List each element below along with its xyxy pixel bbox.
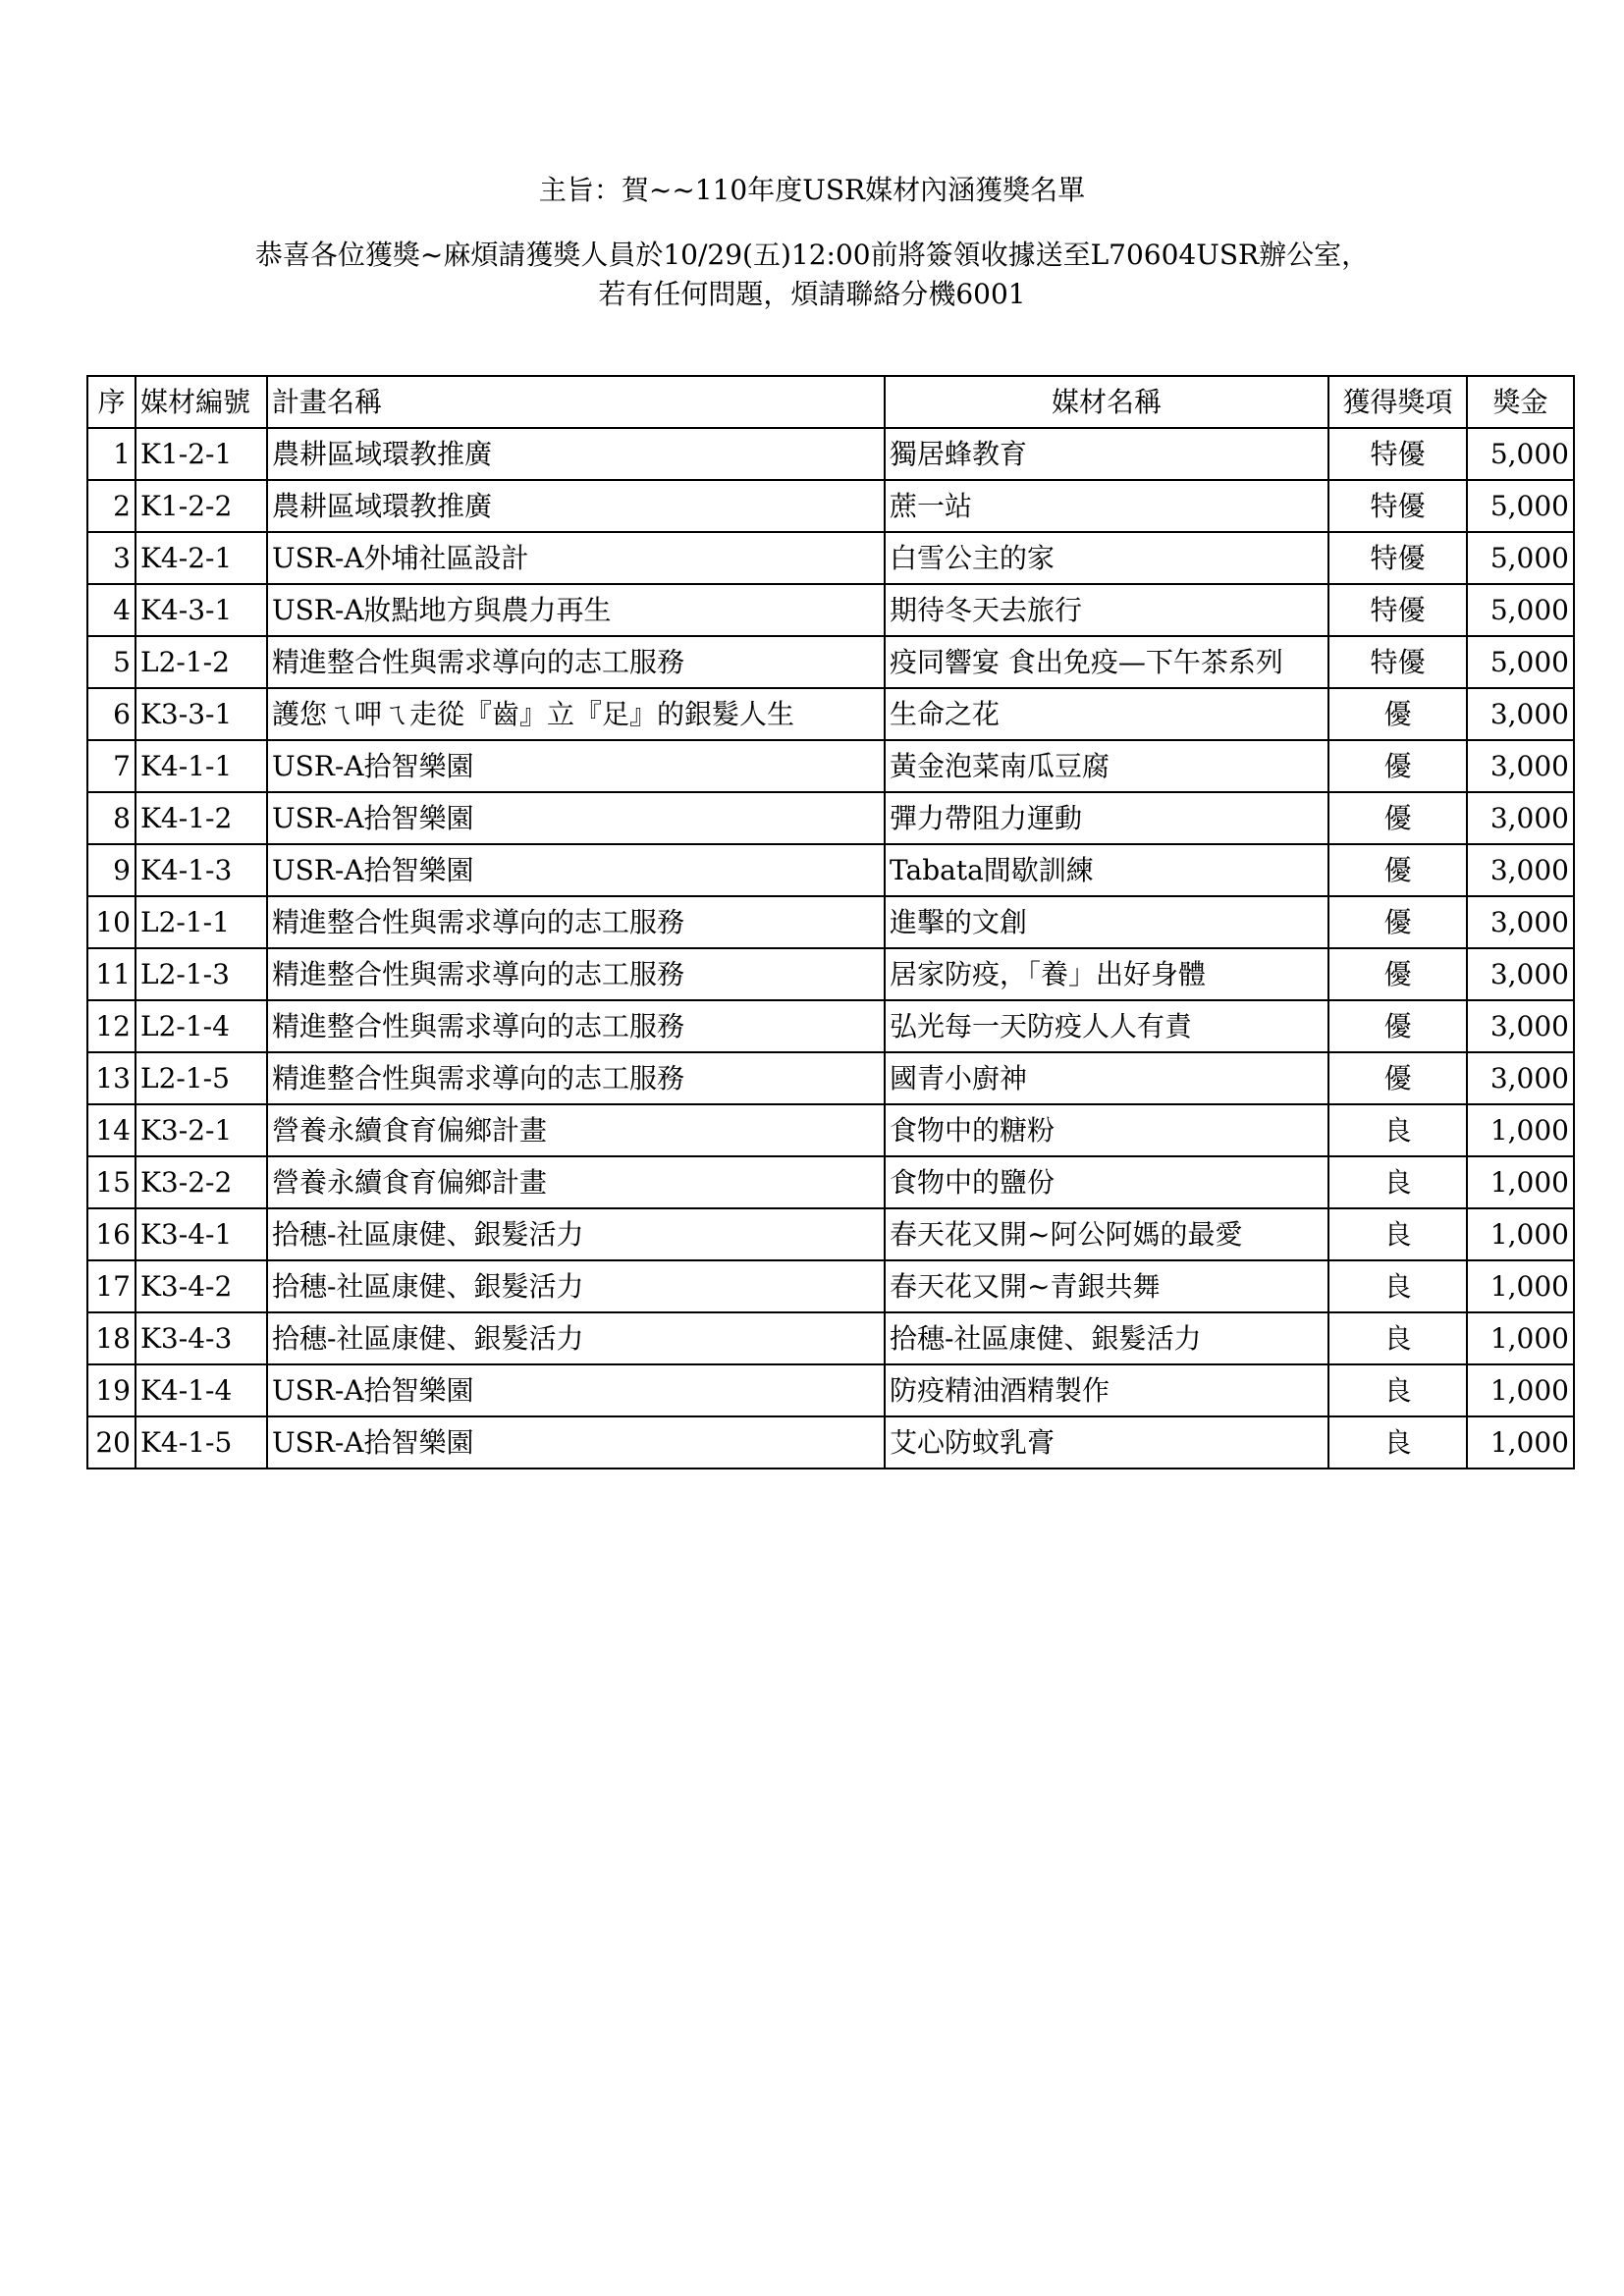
cell-plan: USR-A妝點地方與農力再生 bbox=[267, 584, 885, 636]
cell-plan: USR-A拾智樂園 bbox=[267, 1364, 885, 1416]
cell-money: 3,000 bbox=[1467, 688, 1574, 740]
table-row bbox=[87, 1000, 1574, 1052]
cell-seq: 15 bbox=[87, 1156, 135, 1208]
cell-seq: 13 bbox=[87, 1052, 135, 1104]
cell-plan: 精進整合性與需求導向的志工服務 bbox=[267, 948, 885, 1000]
cell-seq: 20 bbox=[87, 1416, 135, 1468]
cell-prize: 良 bbox=[1328, 1416, 1467, 1468]
cell-code: K4-3-1 bbox=[135, 584, 267, 636]
cell-code: K3-4-2 bbox=[135, 1260, 267, 1312]
table-row bbox=[87, 1156, 1574, 1208]
cell-money: 1,000 bbox=[1467, 1416, 1574, 1468]
cell-prize: 特優 bbox=[1328, 636, 1467, 688]
cell-money: 5,000 bbox=[1467, 584, 1574, 636]
table-row bbox=[87, 1052, 1574, 1104]
cell-plan: 農耕區域環教推廣 bbox=[267, 480, 885, 532]
header-media: 媒材名稱 bbox=[885, 376, 1328, 428]
table-row bbox=[87, 948, 1574, 1000]
cell-seq: 3 bbox=[87, 532, 135, 584]
cell-seq: 12 bbox=[87, 1000, 135, 1052]
cell-seq: 2 bbox=[87, 480, 135, 532]
cell-media: 居家防疫，「養」出好身體 bbox=[885, 948, 1328, 1000]
cell-code: L2-1-1 bbox=[135, 896, 267, 948]
cell-code: L2-1-3 bbox=[135, 948, 267, 1000]
cell-media: 期待冬天去旅行 bbox=[885, 584, 1328, 636]
cell-plan: USR-A外埔社區設計 bbox=[267, 532, 885, 584]
cell-seq: 1 bbox=[87, 428, 135, 480]
cell-media: 黃金泡菜南瓜豆腐 bbox=[885, 740, 1328, 792]
cell-money: 3,000 bbox=[1467, 1000, 1574, 1052]
table-row bbox=[87, 844, 1574, 896]
cell-plan: USR-A拾智樂園 bbox=[267, 740, 885, 792]
table-row bbox=[87, 740, 1574, 792]
cell-code: K4-2-1 bbox=[135, 532, 267, 584]
table-row bbox=[87, 1416, 1574, 1468]
cell-seq: 17 bbox=[87, 1260, 135, 1312]
cell-plan: 精進整合性與需求導向的志工服務 bbox=[267, 896, 885, 948]
header-money: 獎金 bbox=[1467, 376, 1574, 428]
cell-prize: 優 bbox=[1328, 1052, 1467, 1104]
cell-media: 獨居蜂教育 bbox=[885, 428, 1328, 480]
cell-prize: 優 bbox=[1328, 844, 1467, 896]
cell-prize: 優 bbox=[1328, 688, 1467, 740]
cell-prize: 優 bbox=[1328, 740, 1467, 792]
header-seq: 序 bbox=[87, 376, 135, 428]
notice-text bbox=[0, 236, 1624, 314]
cell-plan: 精進整合性與需求導向的志工服務 bbox=[267, 1000, 885, 1052]
cell-money: 3,000 bbox=[1467, 844, 1574, 896]
cell-plan: 精進整合性與需求導向的志工服務 bbox=[267, 1052, 885, 1104]
cell-money: 5,000 bbox=[1467, 532, 1574, 584]
cell-money: 5,000 bbox=[1467, 428, 1574, 480]
cell-seq: 14 bbox=[87, 1104, 135, 1156]
cell-plan: 營養永續食育偏鄉計畫 bbox=[267, 1156, 885, 1208]
cell-media: 生命之花 bbox=[885, 688, 1328, 740]
cell-code: K3-4-1 bbox=[135, 1208, 267, 1260]
header-plan: 計畫名稱 bbox=[267, 376, 885, 428]
cell-code: K4-1-4 bbox=[135, 1364, 267, 1416]
cell-plan: USR-A拾智樂園 bbox=[267, 844, 885, 896]
cell-prize: 良 bbox=[1328, 1312, 1467, 1364]
cell-code: K3-4-3 bbox=[135, 1312, 267, 1364]
cell-code: K4-1-5 bbox=[135, 1416, 267, 1468]
cell-media: 國青小廚神 bbox=[885, 1052, 1328, 1104]
table-row bbox=[87, 1104, 1574, 1156]
cell-prize: 優 bbox=[1328, 948, 1467, 1000]
cell-seq: 7 bbox=[87, 740, 135, 792]
cell-plan: 拾穗-社區康健、銀髮活力 bbox=[267, 1260, 885, 1312]
cell-prize: 優 bbox=[1328, 1000, 1467, 1052]
table-row bbox=[87, 532, 1574, 584]
cell-seq: 9 bbox=[87, 844, 135, 896]
cell-seq: 19 bbox=[87, 1364, 135, 1416]
cell-seq: 8 bbox=[87, 792, 135, 844]
table-row bbox=[87, 1260, 1574, 1312]
cell-seq: 4 bbox=[87, 584, 135, 636]
table-row bbox=[87, 584, 1574, 636]
cell-code: L2-1-2 bbox=[135, 636, 267, 688]
cell-media: 拾穗-社區康健、銀髮活力 bbox=[885, 1312, 1328, 1364]
table-row bbox=[87, 480, 1574, 532]
cell-media: 春天花又開~阿公阿媽的最愛 bbox=[885, 1208, 1328, 1260]
cell-media: 彈力帶阻力運動 bbox=[885, 792, 1328, 844]
cell-plan: 農耕區域環教推廣 bbox=[267, 428, 885, 480]
cell-plan: 護您ㄟ呷ㄟ走從『齒』立『足』的銀髮人生 bbox=[267, 688, 885, 740]
cell-money: 1,000 bbox=[1467, 1208, 1574, 1260]
cell-media: 蔗一站 bbox=[885, 480, 1328, 532]
cell-seq: 5 bbox=[87, 636, 135, 688]
cell-money: 1,000 bbox=[1467, 1156, 1574, 1208]
cell-plan: USR-A拾智樂園 bbox=[267, 1416, 885, 1468]
cell-code: K4-1-2 bbox=[135, 792, 267, 844]
cell-money: 3,000 bbox=[1467, 896, 1574, 948]
cell-money: 1,000 bbox=[1467, 1364, 1574, 1416]
cell-code: K1-2-2 bbox=[135, 480, 267, 532]
cell-media: 春天花又開~青銀共舞 bbox=[885, 1260, 1328, 1312]
cell-money: 3,000 bbox=[1467, 948, 1574, 1000]
cell-prize: 良 bbox=[1328, 1208, 1467, 1260]
document-title: 主旨：賀~~110年度USR媒材內涵獲獎名單 bbox=[538, 174, 1086, 206]
cell-code: K3-3-1 bbox=[135, 688, 267, 740]
cell-seq: 6 bbox=[87, 688, 135, 740]
notice-line-1: 恭喜各位獲獎~麻煩請獲獎人員於10/29(五)12:00前將簽領收據送至L70604USR辦公室， bbox=[254, 239, 1370, 271]
cell-media: 白雪公主的家 bbox=[885, 532, 1328, 584]
cell-money: 1,000 bbox=[1467, 1104, 1574, 1156]
cell-prize: 良 bbox=[1328, 1364, 1467, 1416]
cell-money: 5,000 bbox=[1467, 636, 1574, 688]
cell-media: 進擊的文創 bbox=[885, 896, 1328, 948]
table-row bbox=[87, 688, 1574, 740]
cell-media: 疫同響宴 食出免疫—下午茶系列 bbox=[885, 636, 1328, 688]
table-header-row bbox=[87, 376, 1574, 428]
cell-prize: 特優 bbox=[1328, 584, 1467, 636]
cell-code: K4-1-3 bbox=[135, 844, 267, 896]
table-row bbox=[87, 792, 1574, 844]
cell-prize: 特優 bbox=[1328, 532, 1467, 584]
cell-code: K4-1-1 bbox=[135, 740, 267, 792]
table-body bbox=[87, 428, 1574, 1468]
cell-media: 食物中的糖粉 bbox=[885, 1104, 1328, 1156]
cell-seq: 10 bbox=[87, 896, 135, 948]
table-row bbox=[87, 1312, 1574, 1364]
cell-media: Tabata間歇訓練 bbox=[885, 844, 1328, 896]
cell-prize: 良 bbox=[1328, 1260, 1467, 1312]
table-row bbox=[87, 428, 1574, 480]
header-prize: 獲得獎項 bbox=[1328, 376, 1467, 428]
cell-prize: 良 bbox=[1328, 1156, 1467, 1208]
cell-plan: 拾穗-社區康健、銀髮活力 bbox=[267, 1312, 885, 1364]
cell-plan: 營養永續食育偏鄉計畫 bbox=[267, 1104, 885, 1156]
cell-seq: 18 bbox=[87, 1312, 135, 1364]
cell-code: L2-1-4 bbox=[135, 1000, 267, 1052]
cell-prize: 良 bbox=[1328, 1104, 1467, 1156]
notice-line-2: 若有任何問題，煩請聯絡分機6001 bbox=[598, 278, 1026, 310]
cell-money: 1,000 bbox=[1467, 1260, 1574, 1312]
table-row bbox=[87, 636, 1574, 688]
cell-code: K3-2-2 bbox=[135, 1156, 267, 1208]
cell-media: 防疫精油酒精製作 bbox=[885, 1364, 1328, 1416]
cell-code: K1-2-1 bbox=[135, 428, 267, 480]
cell-seq: 11 bbox=[87, 948, 135, 1000]
table-row bbox=[87, 1208, 1574, 1260]
cell-prize: 優 bbox=[1328, 896, 1467, 948]
cell-media: 食物中的鹽份 bbox=[885, 1156, 1328, 1208]
cell-money: 3,000 bbox=[1467, 1052, 1574, 1104]
cell-plan: 精進整合性與需求導向的志工服務 bbox=[267, 636, 885, 688]
header-code: 媒材編號 bbox=[135, 376, 267, 428]
table-row bbox=[87, 896, 1574, 948]
cell-code: K3-2-1 bbox=[135, 1104, 267, 1156]
cell-money: 3,000 bbox=[1467, 740, 1574, 792]
cell-seq: 16 bbox=[87, 1208, 135, 1260]
cell-plan: 拾穗-社區康健、銀髮活力 bbox=[267, 1208, 885, 1260]
cell-money: 5,000 bbox=[1467, 480, 1574, 532]
cell-media: 艾心防蚊乳膏 bbox=[885, 1416, 1328, 1468]
cell-prize: 優 bbox=[1328, 792, 1467, 844]
table-row bbox=[87, 1364, 1574, 1416]
cell-code: L2-1-5 bbox=[135, 1052, 267, 1104]
cell-plan: USR-A拾智樂園 bbox=[267, 792, 885, 844]
cell-media: 弘光每一天防疫人人有責 bbox=[885, 1000, 1328, 1052]
cell-money: 3,000 bbox=[1467, 792, 1574, 844]
awards-table bbox=[86, 375, 1575, 1469]
cell-prize: 特優 bbox=[1328, 480, 1467, 532]
cell-prize: 特優 bbox=[1328, 428, 1467, 480]
cell-money: 1,000 bbox=[1467, 1312, 1574, 1364]
